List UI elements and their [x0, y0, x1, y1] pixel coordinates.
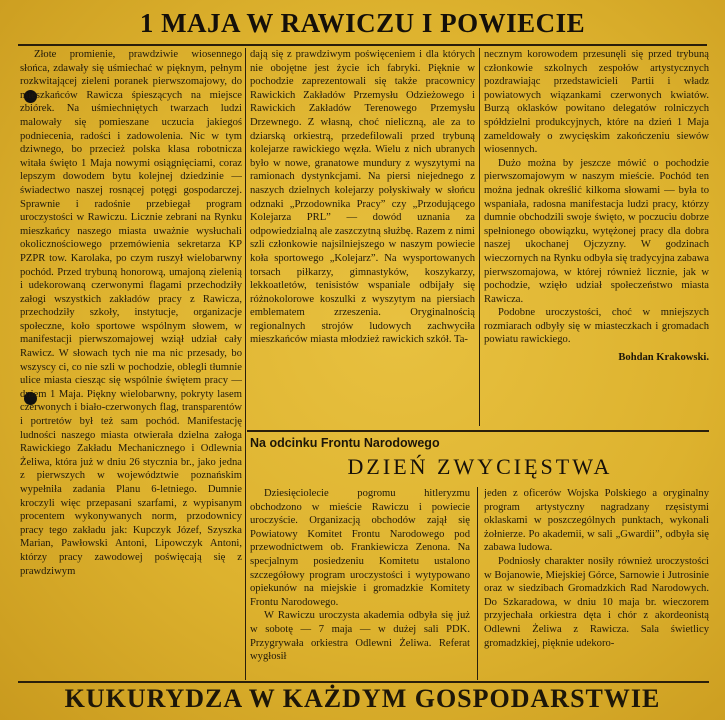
paragraph: Dużo można by jeszcze mówić o pochodzie pierwszomajowym w naszym mieście. Pochód ten można jednak określić kilkoma słowami — była to wspaniała, radosna manifestacja ludzi pracy, którzy dumnie obchodzili swoje święto, w poczuciu dobrze spełnionego obowiązku, wytężonej pracy dla dobra naszej ukochanej Ojczyzny. W godzinach wieczornych na Rynku odbyła się tradycyjna zabawa pierwszomajowa, w której również licznie, jak w pochodzie, wzięło udział społeczeństwo miasta Rawicza.	[484, 157, 709, 305]
top-rule	[18, 44, 707, 46]
paragraph: jeden z oficerów Wojska Polskiego a oryginalny program artystyczny nagradzany rzęsistymi oklaskami w poszczególnych punktach, wykonali żołnierze. Po akademii, w sali „Gwardii”, odbyła się zabawa ludowa.	[484, 488, 709, 554]
paragraph: Dziesięciolecie pogromu hitleryzmu obchodzono w mieście Rawiczu i powiecie uroczyście. Organizacją obchodów zajął się Powiatowy Komitet Frontu Narodowego pod przewodnictwem ob. Frankiewicza Zenona. Na specjalnym posiedzeniu Komitetu ustalono szczegółowy program uroczystości i wytypowano opiekunów na miejskie i gromadzkie Komitety Frontu Narodowego.	[250, 488, 470, 608]
article-column-2	[250, 48, 475, 426]
article-column-5	[484, 487, 709, 682]
paragraph: Podniosły charakter nosiły również uroczystości w Bojanowie, Miejskiej Górce, Sarnowie i Jutrosinie oraz w siedzibach Gromadzkich Rad Narodowych. Do Szkaradowa, w dniu 10 maja br. wieczorem przyjechała orkiestra dęta i chór z akordeonistą Odlewni Żeliwa z Rawicza. Sala świetlicy gromadzkiej, pięknie udekoro-	[484, 555, 709, 649]
bottom-headline: KUKURYDZA W KAŻDYM GOSPODARSTWIE	[64, 684, 661, 713]
article-column-1	[20, 48, 242, 680]
paragraph: dają się z prawdziwym poświęceniem i dla których nie obojętne jest życie ich fabryki. Pięknie w pochodzie zaprezentowali się także pracownicy Rawickich Zakładów Przemysłu Odzieżowego i Rawickich Zakładów Terenowego Przemysłu Drzewnego. Z własną, choć nieliczną, ale za to dziarską orkiestrą, przedefilowali przed trybuną kolejarze rawickiego węzła. Wielu z nich ubranych było w nowe, granatowe mundury z wyszytymi na ramionach dystynkcjami. Na piersi niejednego z naszych dzielnych kolejarzy połyskiwały w słońcu odznaki „Przodownika Pracy” czy „Przodującego Kolejarza PRL” — dowód uznania za odpowiedzialną ale zaszczytną służbę. Razem z nimi szli członkowie najsilniejszego w naszym powiecie koła sportowego „Kolejarz”. Na wysportowanych torsach piłkarzy, gimnastyków, koszykarzy, lekkoatletów, tenisistów wspaniale odbijały się różnokolorowe koszulki z wyszytym na piersiach emblematem zrzeszenia. Oryginalnością regionalnych strojów ludowych zachwyciła mieszkańców miasta młodzież rawickich szkół. Ta-	[250, 49, 475, 346]
bottom-rule	[18, 681, 709, 683]
article-subheadline: DZIEŃ ZWYCIĘSTWA	[347, 454, 613, 479]
paragraph: necznym korowodem przesunęli się przed trybuną członkowie szkolnych zespołów artystycznych pozdrawiając przedstawicieli Partii i władz powiatowych wiązankami czerwonych kwiatów. Burzą oklasków powitano delegatów rolniczych spółdzielni produkcyjnych, które na dzień 1 Maja zameldowały o zwycięskim zakończeniu siewów wiosennych.	[484, 49, 709, 156]
paragraph: Podobne uroczystości, choć w mniejszych rozmiarach odbyły się w miasteczkach i gromadach powiatu rawickiego.	[484, 307, 709, 346]
section-rule	[247, 430, 709, 432]
column-divider	[479, 48, 480, 426]
column-divider	[245, 48, 246, 680]
column-divider	[477, 487, 478, 680]
paragraph: W Rawiczu uroczysta akademia odbyła się już w sobotę — 7 maja — w dużej sali PDK. Przygrywała orkiestra Odlewni Żeliwa. Referat wygłosił	[250, 610, 470, 663]
article-column-4	[250, 487, 470, 682]
section-kicker: Na odcinku Frontu Narodowego	[250, 436, 440, 450]
paragraph: Złote promienie, prawdziwie wiosennego słońca, zdawały się uśmiechać w pięknym, pełnym rozkwitającej zieleni poranek pierwszomajowy, do mieszkańców Rawicza śpieszących na miejsce zbiórek. Na uśmiechniętych twarzach ludzi malowały się pomieszane uczucia jakiegoś podniecenia, radości i zadowolenia. Nic w tym dziwnego, bo przecież polska klasa robotnicza witała święto 1 Maja nowymi osiągnięciami, coraz lepszym dowodem bytu kolejnej dziedzinie — świadectwo naszej rosnącej potęgi gospodarczej. Sprawnie i radośnie przebiegał program uroczystości w Rawiczu. Licznie zebrani na Rynku mieszkańcy naszego miasta uważnie wysłuchali okolicznościowego przemówienia sekretarza KP PZPR tow. Karolaka, po czym ruszył wielobarwny pochód. Przed trybuną honorową, umajoną zielenią i udekorowaną czerwonymi flagami przechodziły załogi wszystkich zakładów pracy z Rawicza, przechodziły szkoły, instytucje, organizacje społeczne, koło sportowe wspólnym słowem, w manifestacji pierwszomajowej wziął udział cały Rawicz. W słowach tych nie ma nic przesady, bo wszyscy ci, co nie szli w pochodzie, oblegli tłumnie ulice miasta ciesząc się wspólnie świętem pracy — dniem 1 Maja. Piękny wielobarwny, pokryty lasem czerwonych i biało-czerwonych flag, transparentów i portretów był też sam pochód. Manifestację ludności naszego miasta otwierała dzielna załoga Rawickiego Zakładu Mechanicznego i Odlewnia Żeliwa, która już w dniu 26 stycznia br., jako jedna z pierwszych w województwie poznańskim wypełniła zadania Planu 6-letniego. Dumnie kroczyli więc przepasani szarfami, z wypisanym procentem wykonywanych norm, przodownicy pracy tego zakładu jak: Kupczyk Józef, Szyszka Marian, Pawłowski Antoni, Lipowczyk Antoni, którzy pracy zawodowej poświęcają się z prawdziwym	[20, 49, 242, 577]
article-column-3	[484, 48, 709, 426]
main-headline: 1 MAJA W RAWICZU I POWIECIE	[139, 8, 586, 38]
author-signature: Bohdan Krakowski.	[618, 352, 709, 364]
